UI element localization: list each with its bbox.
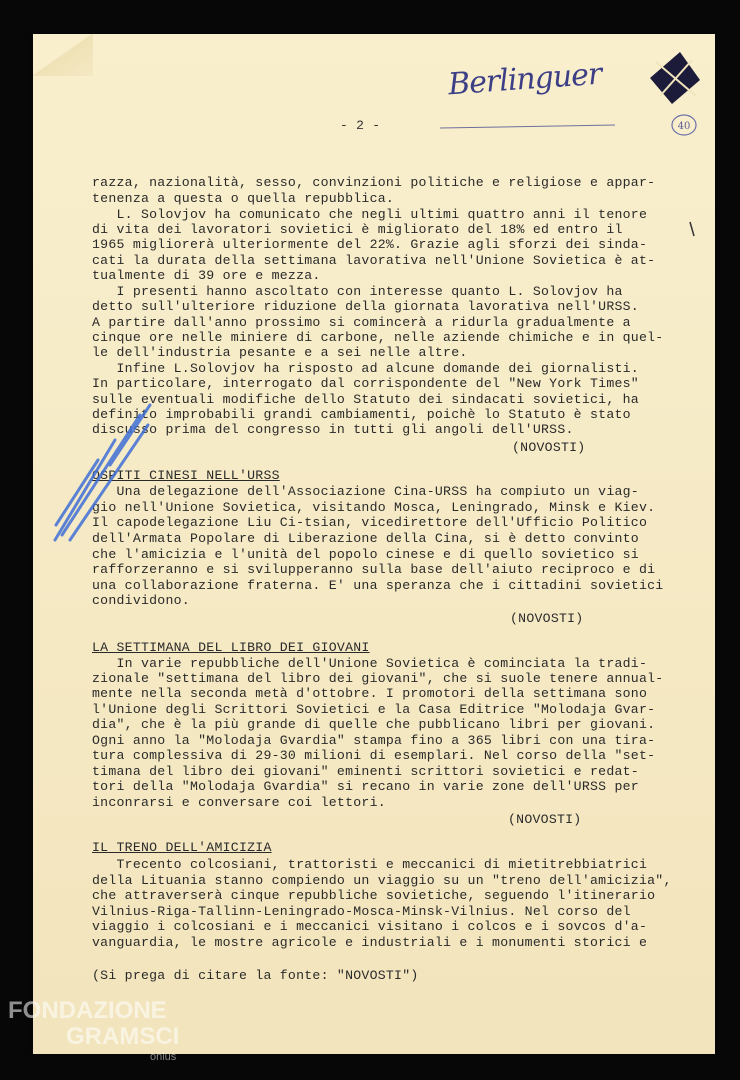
section-heading: IL TRENO DELL'AMICIZIA bbox=[92, 840, 272, 855]
watermark-line2: GRAMSCI bbox=[66, 1023, 180, 1050]
ink-stamp-mark bbox=[650, 52, 700, 104]
body-line: dell'Armata Popolare di Liberazione della Cina, si è detto convinto bbox=[92, 531, 639, 546]
body-line: detto sull'ulteriore riduzione della giornata lavorativa nell'URSS. bbox=[92, 299, 639, 314]
body-line: razza, nazionalità, sesso, convinzioni politiche e religiose e appar- bbox=[92, 175, 656, 190]
blue-pencil-strokes bbox=[55, 405, 150, 540]
body-line: L. Solovjov ha comunicato che negli ultimi quattro anni il tenore bbox=[92, 207, 648, 222]
margin-tick bbox=[690, 222, 694, 236]
body-line: timana del libro dei giovani" eminenti scrittori sovietici e redat- bbox=[92, 764, 639, 779]
body-line: I presenti hanno ascoltato con interesse quanto L. Solovjov ha bbox=[92, 284, 623, 299]
body-line: una collaborazione fraterna. E' una speranza che i cittadini sovietici bbox=[92, 578, 664, 593]
body-line: le dell'industria pesante e a sei nelle altre. bbox=[92, 345, 468, 360]
body-line: della Lituania stanno compiendo un viaggio su un "treno dell'amicizia", bbox=[92, 873, 672, 888]
body-line: A partire dall'anno prossimo si comincerà a ridurla gradualmente a bbox=[92, 315, 631, 330]
body-line: cati la durata della settimana lavorativa nell'Unione Sovietica è at- bbox=[92, 253, 656, 268]
handwritten-annotation: Berlinguer bbox=[446, 56, 603, 103]
body-line: dia", che è la più grande di quelle che pubblicano libri per giovani. bbox=[92, 717, 656, 732]
watermark-sub: onlus bbox=[150, 1051, 177, 1063]
body-line: tualmente di 39 ore e mezza. bbox=[92, 268, 321, 283]
body-line: rafforzeranno e si svilupperanno sulla base dell'aiuto reciproco e di bbox=[92, 562, 656, 577]
body-line: l'Unione degli Scrittori Sovietici e la Casa Editrice "Molodaja Gvar- bbox=[92, 702, 656, 717]
body-line: Infine L.Solovjov ha risposto ad alcune domande dei giornalisti. bbox=[92, 361, 639, 376]
body-line: definito improbabili grandi cambiamenti, poichè lo Statuto è stato bbox=[92, 407, 631, 422]
body-line: tori della "Molodaja Gvardia" si recano in varie zone dell'URSS per bbox=[92, 779, 639, 794]
body-line: tenenza a questa o quella repubblica. bbox=[92, 191, 395, 206]
body-line: sulle eventuali modifiche dello Statuto dei sindacati sovietici, ha bbox=[92, 392, 639, 407]
source-tag: (NOVOSTI) bbox=[510, 611, 584, 626]
body-line: 1965 migliorerà ulteriormente del 22%. Grazie agli sforzi dei sinda- bbox=[92, 237, 648, 252]
body-line: Ogni anno la "Molodaja Gvardia" stampa fino a 365 libri con una tira- bbox=[92, 733, 656, 748]
body-line: zionale "settimana del libro dei giovani", che si suole tenere annual- bbox=[92, 671, 664, 686]
body-line: gio nell'Unione Sovietica, visitando Mosca, Leningrado, Minsk e Kiev. bbox=[92, 500, 656, 515]
watermark-logo bbox=[8, 998, 179, 1050]
body-line: mente nella seconda metà d'ottobre. I promotori della settimana sono bbox=[92, 686, 648, 701]
circled-number-stamp bbox=[672, 115, 696, 135]
body-line: tura complessiva di 29-30 milioni di esemplari. Nel corso della "set- bbox=[92, 748, 656, 763]
body-line: discusso prima del congresso in tutti gli angoli dell'URSS. bbox=[92, 422, 574, 437]
watermark-line1: FONDAZIONE bbox=[8, 997, 167, 1024]
body-line: che attraverserà cinque repubbliche sovietiche, seguendo l'itinerario bbox=[92, 888, 656, 903]
body-line: di vita dei lavoratori sovietici è migliorato del 18% ed entro il bbox=[92, 222, 623, 237]
body-line: che l'amicizia e l'unità del popolo cinese e di quello sovietico si bbox=[92, 547, 639, 562]
section-heading: OSPITI CINESI NELL'URSS bbox=[92, 468, 280, 483]
source-tag: (NOVOSTI) bbox=[512, 440, 586, 455]
body-line: Il capodelegazione Liu Ci-tsian, vicedirettore dell'Ufficio Politico bbox=[92, 515, 648, 530]
body-line: viaggio i colcosiani e i meccanici visitano i colcos e i sovcos d'a- bbox=[92, 919, 648, 934]
body-line: In particolare, interrogato dal corrispondente del "New York Times" bbox=[92, 376, 639, 391]
body-line: In varie repubbliche dell'Unione Sovietica è cominciata la tradi- bbox=[92, 656, 648, 671]
section-heading: LA SETTIMANA DEL LIBRO DEI GIOVANI bbox=[92, 640, 370, 655]
body-line: inconrarsi e conversare coi lettori. bbox=[92, 795, 386, 810]
footer-note: (Si prega di citare la fonte: "NOVOSTI") bbox=[92, 968, 419, 983]
body-line: Vilnius-Riga-Tallinn-Leningrado-Mosca-Minsk-Vilnius. Nel corso del bbox=[92, 904, 631, 919]
svg-text:40: 40 bbox=[677, 121, 691, 132]
body-line: Una delegazione dell'Associazione Cina-URSS ha compiuto un viag- bbox=[92, 484, 639, 499]
body-line: cinque ore nelle miniere di carbone, nelle aziende chimiche e in quel- bbox=[92, 330, 664, 345]
body-line: condividono. bbox=[92, 593, 190, 608]
page-number: - 2 - bbox=[340, 118, 381, 133]
source-tag: (NOVOSTI) bbox=[508, 812, 582, 827]
body-line: Trecento colcosiani, trattoristi e meccanici di mietitrebbiatrici bbox=[92, 857, 648, 872]
body-line: vanguardia, le mostre agricole e industriali e i monumenti storici e bbox=[92, 935, 648, 950]
